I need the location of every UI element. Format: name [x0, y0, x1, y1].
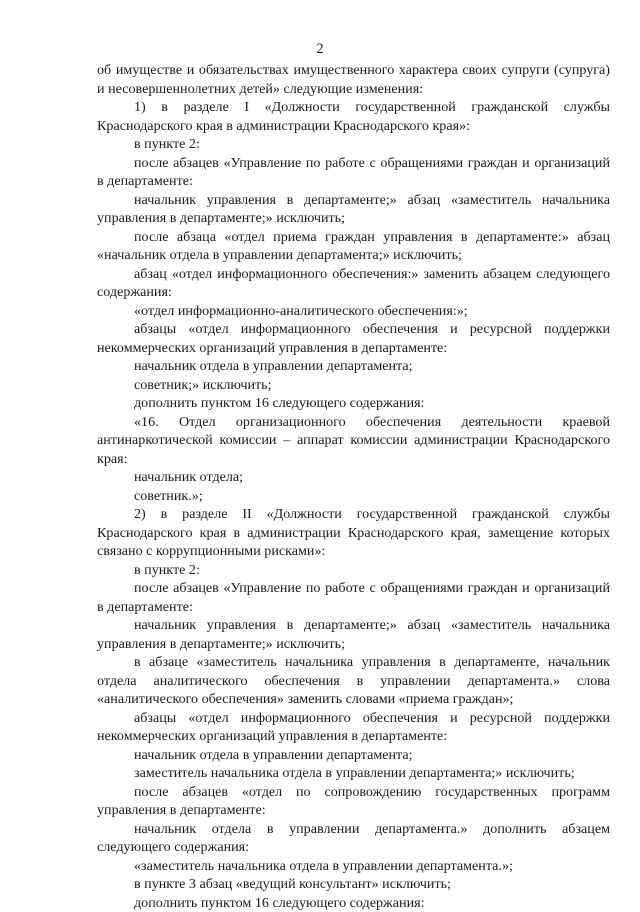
- paragraph: начальник управления в департаменте;» абзац «заместитель начальника управления в департаменте;» исключить;: [97, 616, 610, 653]
- paragraph: заместитель начальника отдела в управлении департамента;» исключить;: [97, 764, 610, 783]
- paragraph: начальник отдела в управлении департамента;: [97, 357, 610, 376]
- paragraph: «16. Отдел организационного обеспечения деятельности краевой антинаркотической комиссии – аппарат комиссии администрации Краснодарского края:: [97, 413, 610, 469]
- paragraph: начальник отдела;: [97, 468, 610, 487]
- paragraph: после абзацев «Управление по работе с обращениями граждан и организаций в департаменте:: [97, 154, 610, 191]
- paragraph: начальник отдела в управлении департамента.» дополнить абзацем следующего содержания:: [97, 820, 610, 857]
- paragraph: советник.»;: [97, 487, 610, 506]
- paragraph: в пункте 2:: [97, 135, 610, 154]
- paragraph: советник;» исключить;: [97, 376, 610, 395]
- paragraph: дополнить пунктом 16 следующего содержания:: [97, 394, 610, 413]
- paragraph: 1) в разделе I «Должности государственной гражданской службы Краснодарского края в администрации Краснодарского края»:: [97, 98, 610, 135]
- page-number: 2: [0, 40, 640, 58]
- paragraph: после абзаца «отдел приема граждан управления в департаменте:» абзац «начальник отдела в управлении департамента;» исключить;: [97, 228, 610, 265]
- paragraph: «отдел информационно-аналитического обеспечения:»;: [97, 302, 610, 321]
- paragraph: в пункте 3 абзац «ведущий консультант» исключить;: [97, 875, 610, 894]
- paragraph: после абзацев «Управление по работе с обращениями граждан и организаций в департаменте:: [97, 579, 610, 616]
- paragraph: в абзаце «заместитель начальника управления в департаменте, начальник отдела аналитического обеспечения в управлении департамента.» слова «аналитического обеспечения» заменить словами «приема граждан»;: [97, 653, 610, 709]
- paragraph: начальник управления в департаменте;» абзац «заместитель начальника управления в департаменте;» исключить;: [97, 191, 610, 228]
- paragraph: абзацы «отдел информационного обеспечения и ресурсной поддержки некоммерческих организаций управления в департаменте:: [97, 709, 610, 746]
- document-body: [97, 61, 610, 912]
- paragraph: после абзацев «отдел по сопровождению государственных программ управления в департаменте:: [97, 783, 610, 820]
- paragraph: дополнить пунктом 16 следующего содержания:: [97, 894, 610, 912]
- paragraph: абзац «отдел информационного обеспечения:» заменить абзацем следующего содержания:: [97, 265, 610, 302]
- paragraph: абзацы «отдел информационного обеспечения и ресурсной поддержки некоммерческих организаций управления в департаменте:: [97, 320, 610, 357]
- paragraph: начальник отдела в управлении департамента;: [97, 746, 610, 765]
- paragraph: в пункте 2:: [97, 561, 610, 580]
- paragraph: 2) в разделе II «Должности государственной гражданской службы Краснодарского края в администрации Краснодарского края, замещение которых связано с коррупционными рисками»:: [97, 505, 610, 561]
- paragraph: «заместитель начальника отдела в управлении департамента.»;: [97, 857, 610, 876]
- paragraph: об имуществе и обязательствах имущественного характера своих супруги (супруга) и несовершеннолетних детей» следующие изменения:: [97, 61, 610, 98]
